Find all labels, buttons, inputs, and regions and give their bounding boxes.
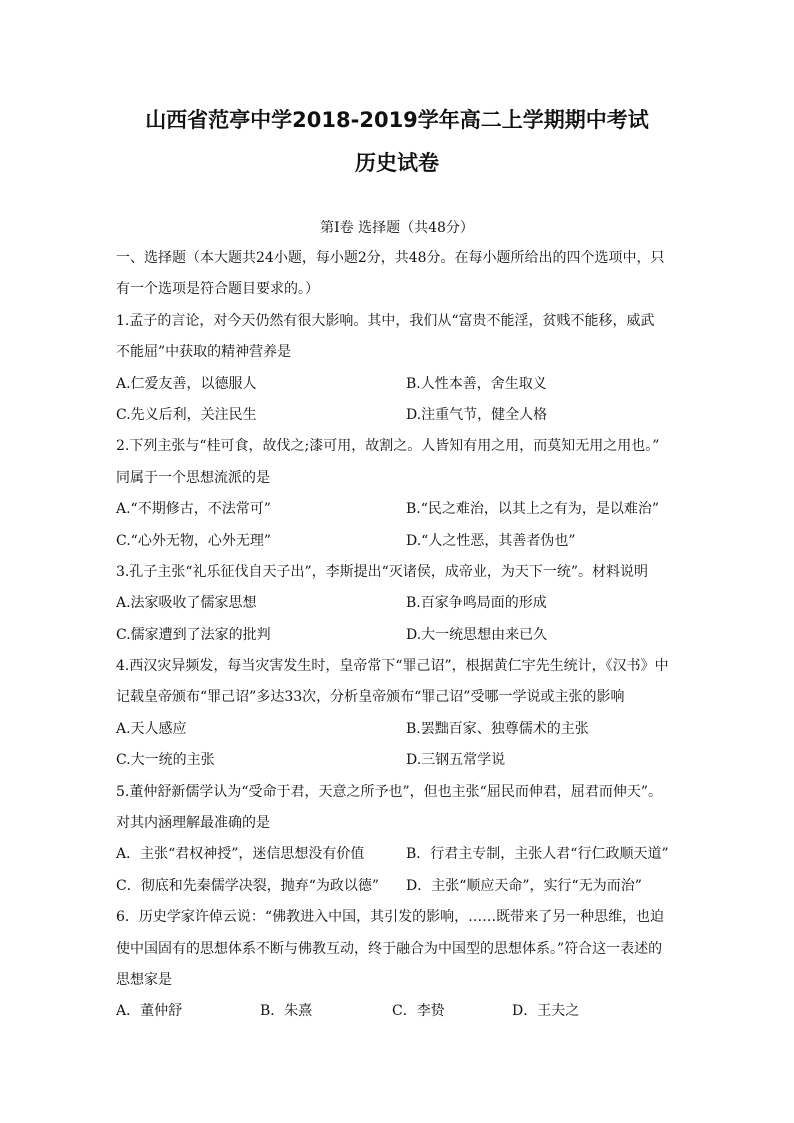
question-3 [116,557,682,651]
question-stem: 1.孟子的言论，对今天仍然有很大影响。其中，我们从“富贵不能淫，贫贱不能移，威武 [116,312,655,329]
exam-title: 山西省范亭中学2018-2019学年高二上学期期中考试 [145,108,649,132]
option-row [116,400,682,431]
option-d: D．主张“顺应天命”，实行“无为而治” [406,877,642,894]
instruction-line: 一、选择题（本大题共24小题，每小题2分，共48分。在每小题所给出的四个选项中，只 [116,250,665,266]
option-b: B.罢黜百家、独尊儒术的主张 [406,720,589,737]
question-stem: 对其内涵理解最准确的是 [116,815,270,832]
option-b: B．行君主专制，主张人君“行仁政顺天道” [406,846,669,863]
exam-subtitle: 历史试卷 [355,151,439,175]
option-row [116,620,682,651]
question-stem: 4.西汉灾异频发，每当灾害发生时，皇帝常下“罪己诏”，根据黄仁宇先生统计，《汉书》中 [116,658,669,675]
option-row [116,588,682,619]
option-c: C.先义后利，关注民生 [116,406,257,423]
option-a: A．董仲舒 [116,1003,183,1020]
question-stem: 3.孔子主张“礼乐征伐自天子出”，李斯提出“灭诸侯，成帝业，为天下一统”。材料说明 [116,563,648,580]
option-b: B．朱熹 [260,1003,313,1020]
option-b: B.人性本善，舍生取义 [406,375,547,392]
option-row [116,526,682,557]
question-2 [116,431,682,557]
option-a: A.仁爱友善，以德服人 [116,375,257,392]
question-stem: 不能屈”中获取的精神营养是 [116,344,292,361]
option-c: C.“心外无物，心外无理” [116,532,271,549]
option-row [116,714,682,745]
option-d: D.注重气节，健全人格 [406,406,548,423]
option-d: D.“人之性恶，其善者伪也” [406,532,576,549]
question-stem: 6．历史学家许倬云说：“佛教进入中国，其引发的影响，……既带来了另一种思维，也迫 [116,909,665,926]
instruction-line: 有一个选项是符合题目要求的。） [116,281,319,298]
option-a: A．主张“君权神授”，迷信思想没有价值 [116,846,365,863]
option-a: A.“不期修古，不法常可” [116,501,271,518]
question-stem: 5.董仲舒新儒学认为“受命于君，天意之所予也”，但也主张“屈民而伸君，屈君而伸天”。 [116,783,662,800]
option-row [116,745,682,776]
question-body [116,243,682,1028]
option-d: D．王夫之 [512,1003,580,1020]
option-d: D.大一统思想由来已久 [406,626,548,643]
option-c: C.大一统的主张 [116,752,215,769]
option-c: C．李贽 [392,1003,445,1020]
question-stem: 2.下列主张与“桂可食，故伐之;漆可用，故割之。人皆知有用之用，而莫知无用之用也。” [116,438,660,455]
question-stem: 思想家是 [116,971,172,988]
section-heading: 第Ⅰ卷 选择题（共48分） [320,220,474,236]
option-c: C.儒家遭到了法家的批判 [116,626,271,643]
option-row [116,839,682,870]
question-4 [116,651,682,777]
option-row [116,494,682,525]
option-row [116,871,682,902]
question-5 [116,777,682,903]
option-c: C．彻底和先秦儒学决裂，抛弃“为政以德” [116,877,380,894]
question-1 [116,306,682,432]
question-6 [116,902,682,1028]
option-a: A.天人感应 [116,720,187,737]
option-b: B.百家争鸣局面的形成 [406,595,547,612]
option-row [116,369,682,400]
question-stem: 记载皇帝颁布“罪己诏”多达33次，分析皇帝颁布“罪己诏”受哪一学说或主张的影响 [116,689,625,706]
question-stem: 同属于一个思想流派的是 [116,469,270,486]
question-stem: 使中国固有的思想体系不断与佛教互动，终于融合为中国型的思想体系。”符合这一表述的 [116,940,663,957]
option-a: A.法家吸收了儒家思想 [116,595,257,612]
option-row [116,996,682,1027]
option-d: D.三钢五常学说 [406,752,506,769]
option-b: B.“民之难治，以其上之有为，是以难治” [406,501,660,518]
